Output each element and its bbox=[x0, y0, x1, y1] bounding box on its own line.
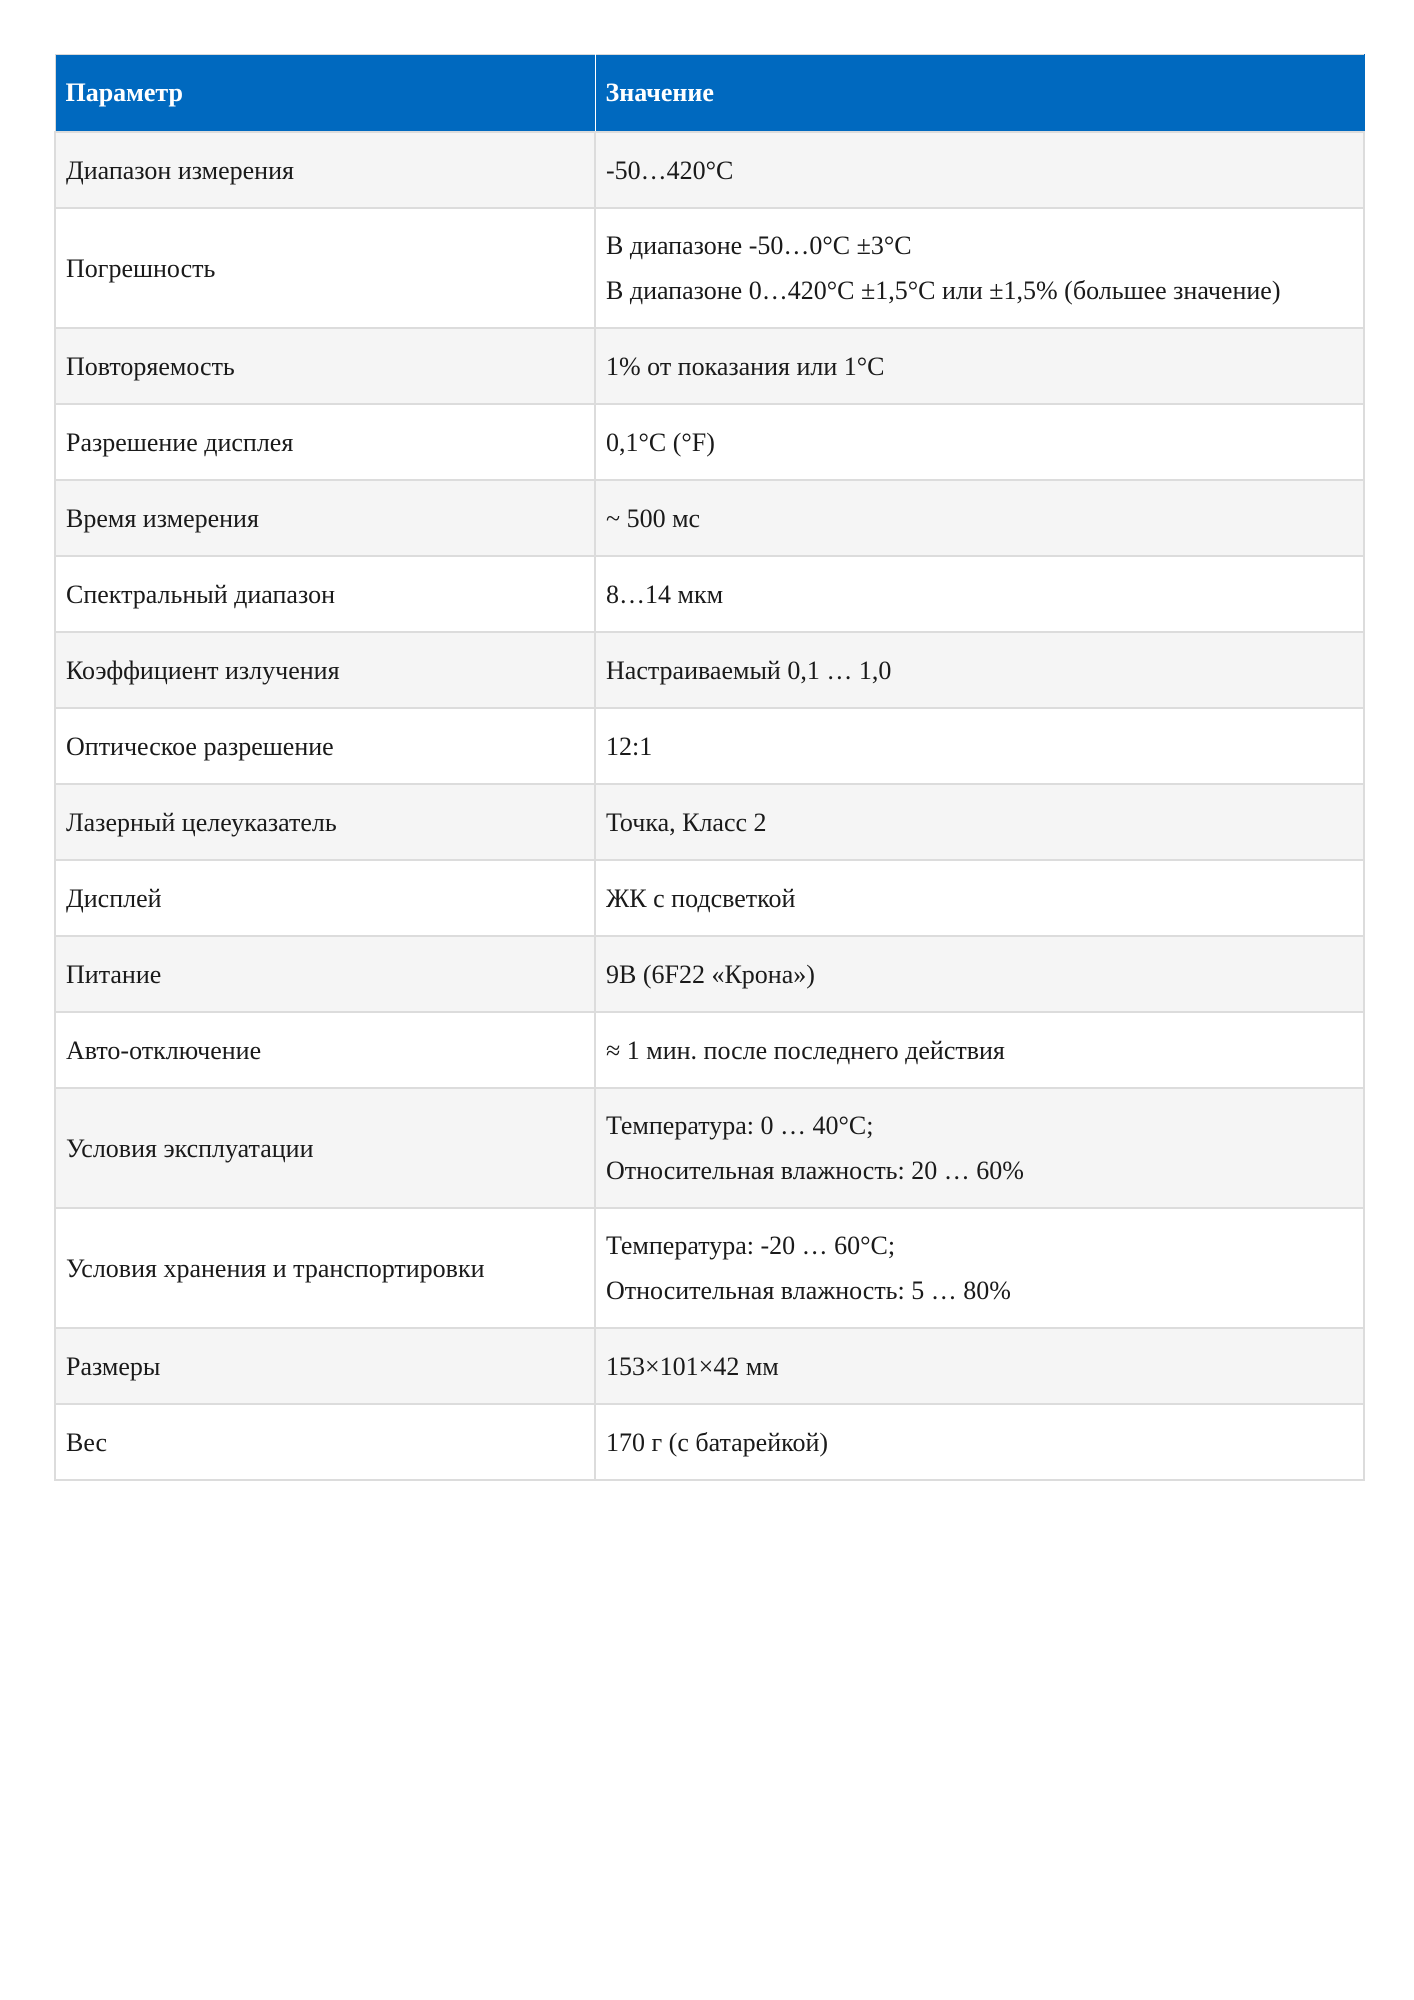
header-param: Параметр bbox=[55, 55, 595, 133]
value-line: Относительная влажность: 5 … 80% bbox=[606, 1276, 1011, 1305]
param-cell: Оптическое разрешение bbox=[55, 708, 595, 784]
value-cell bbox=[595, 708, 1364, 784]
value-cell bbox=[595, 328, 1364, 404]
header-row bbox=[55, 55, 1364, 133]
header-value: Значение bbox=[595, 55, 1364, 133]
table-row bbox=[55, 860, 1364, 936]
table-row bbox=[55, 632, 1364, 708]
value-line: ≈ 1 мин. после последнего действия bbox=[606, 1035, 1005, 1065]
value-cell bbox=[595, 784, 1364, 860]
table-row bbox=[55, 556, 1364, 632]
table-row bbox=[55, 132, 1364, 208]
value-cell bbox=[595, 936, 1364, 1012]
value-cell bbox=[595, 132, 1364, 208]
param-cell: Коэффициент излучения bbox=[55, 632, 595, 708]
value-cell bbox=[595, 480, 1364, 556]
table-row bbox=[55, 1328, 1364, 1404]
value-line: В диапазоне 0…420°С ±1,5°С или ±1,5% (большее значение) bbox=[606, 276, 1281, 305]
table-header bbox=[55, 55, 1364, 133]
param-cell: Авто-отключение bbox=[55, 1012, 595, 1088]
table-row bbox=[55, 1208, 1364, 1328]
param-cell: Повторяемость bbox=[55, 328, 595, 404]
table-row bbox=[55, 208, 1364, 328]
table-row bbox=[55, 936, 1364, 1012]
value-line: Относительная влажность: 20 … 60% bbox=[606, 1156, 1024, 1185]
param-cell: Дисплей bbox=[55, 860, 595, 936]
table-row bbox=[55, 1012, 1364, 1088]
param-cell: Погрешность bbox=[55, 208, 595, 328]
param-cell: Диапазон измерения bbox=[55, 132, 595, 208]
param-cell: Время измерения bbox=[55, 480, 595, 556]
value-line: Температура: 0 … 40°С; bbox=[606, 1111, 874, 1140]
table-row bbox=[55, 1088, 1364, 1208]
value-line: Настраиваемый 0,1 … 1,0 bbox=[606, 655, 892, 685]
table-row bbox=[55, 784, 1364, 860]
value-cell bbox=[595, 1208, 1364, 1328]
value-line: 1% от показания или 1°С bbox=[606, 351, 885, 381]
table-row bbox=[55, 328, 1364, 404]
value-line: Точка, Класс 2 bbox=[606, 807, 767, 837]
value-line: 12:1 bbox=[606, 731, 653, 761]
value-line: ~ 500 мс bbox=[606, 503, 701, 533]
table-row bbox=[55, 708, 1364, 784]
value-cell bbox=[595, 1012, 1364, 1088]
value-cell bbox=[595, 1404, 1364, 1480]
table-row bbox=[55, 404, 1364, 480]
table-row bbox=[55, 1404, 1364, 1480]
param-cell: Спектральный диапазон bbox=[55, 556, 595, 632]
value-cell bbox=[595, 208, 1364, 328]
value-line: В диапазоне -50…0°С ±3°С bbox=[606, 231, 912, 260]
value-cell bbox=[595, 1328, 1364, 1404]
value-line: ЖК с подсветкой bbox=[606, 883, 796, 913]
value-cell bbox=[595, 860, 1364, 936]
param-cell: Вес bbox=[55, 1404, 595, 1480]
value-line: Температура: -20 … 60°С; bbox=[606, 1231, 896, 1260]
value-line: 153×101×42 мм bbox=[606, 1351, 779, 1381]
value-line: -50…420°С bbox=[606, 155, 734, 185]
param-cell: Разрешение дисплея bbox=[55, 404, 595, 480]
value-cell bbox=[595, 404, 1364, 480]
value-line: 8…14 мкм bbox=[606, 579, 724, 609]
value-line: 0,1°С (°F) bbox=[606, 427, 715, 457]
spec-table bbox=[54, 54, 1365, 1481]
table-row bbox=[55, 480, 1364, 556]
value-line: 170 г (с батарейкой) bbox=[606, 1427, 829, 1457]
param-cell: Условия хранения и транспортировки bbox=[55, 1208, 595, 1328]
param-cell: Лазерный целеуказатель bbox=[55, 784, 595, 860]
value-cell bbox=[595, 556, 1364, 632]
table-body bbox=[55, 132, 1364, 1480]
param-cell: Размеры bbox=[55, 1328, 595, 1404]
value-line: 9В (6F22 «Крона») bbox=[606, 959, 815, 989]
value-cell bbox=[595, 1088, 1364, 1208]
param-cell: Питание bbox=[55, 936, 595, 1012]
param-cell: Условия эксплуатации bbox=[55, 1088, 595, 1208]
value-cell bbox=[595, 632, 1364, 708]
